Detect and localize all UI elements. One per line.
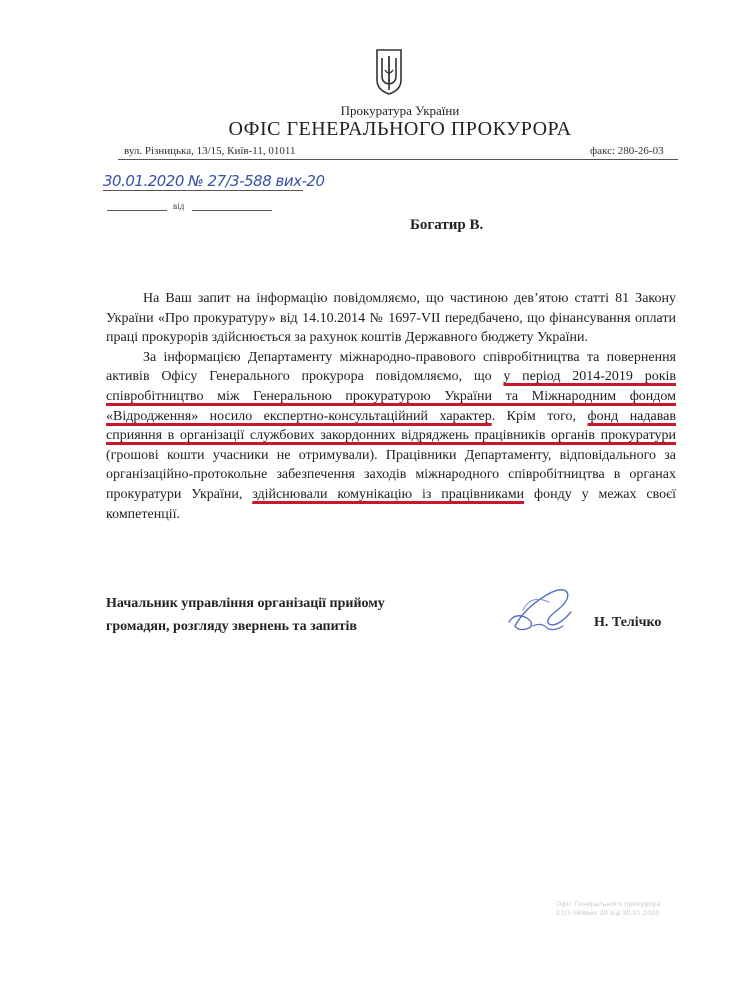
org-name-small: Прокуратура України bbox=[340, 103, 460, 118]
signatory-title bbox=[106, 592, 385, 638]
paragraph-1: На Ваш запит на інформацію повідомляємо, що частиною дев’ятою статті 81 Закону України «Про прокуратуру» від 14.10.2014 № 1697-VII передбачено, що фінансування оплати праці прокурорів здійснюється за рахунок коштів Державного бюджету України. bbox=[106, 291, 676, 346]
org-address: вул. Різницька, 13/15, Київ-11, 01011 bbox=[124, 145, 296, 157]
org-name-title: ОФІС ГЕНЕРАЛЬНОГО ПРОКУРОРА bbox=[228, 118, 572, 140]
stamp-line: Офіс Генерального прокурора bbox=[556, 900, 661, 908]
paragraph-2-text: фонду у межах своєї компетенції. bbox=[106, 486, 676, 522]
org-fax: факс: 280-26-03 bbox=[590, 145, 664, 157]
reference-date-blank bbox=[192, 210, 272, 211]
paragraph-2 bbox=[106, 348, 676, 524]
signatory-title-line: громадян, розгляду звернень та запитів bbox=[106, 619, 357, 634]
paragraph-2-text: (грошові кошти учасники не отримували). Працівники Департаменту, відповідального за організаційно-протокольне забезпечення заходів міжнародного співробітництва в органах прокуратури України, bbox=[106, 447, 676, 502]
tryzub-icon bbox=[374, 48, 404, 96]
outgoing-number-rule bbox=[103, 190, 303, 191]
letter-body bbox=[106, 289, 676, 524]
signatory-name: Н. Телічко bbox=[594, 615, 662, 630]
highlighted-text: здійснювали комунікацію із працівниками bbox=[252, 486, 525, 502]
highlighted-text: фонд надавав сприяння в організації службових закордонних відряджень працівників органів прокуратури bbox=[106, 408, 676, 444]
reference-date-label: від bbox=[173, 201, 185, 211]
outgoing-number-handwritten: 30.01.2020 № 27/3-588 вих-20 bbox=[103, 172, 325, 190]
paragraph-2-text: За інформацією Департаменту міжнародно-правового співробітництва та повернення активів Офісу Генерального прокурора повідомляємо, що bbox=[106, 349, 676, 385]
stamp-line: 27/3-588вих-20 від 30.01.2020 bbox=[556, 909, 660, 917]
registration-stamp bbox=[556, 900, 702, 938]
highlighted-text: у період 2014-2019 років співробітництво між Генеральною прокуратурою України та Міжнародним фондом «Відродження» носило експертно-консультаційний характер bbox=[106, 369, 676, 424]
signatory-title-line: Начальник управління організації прийому bbox=[106, 596, 385, 611]
reference-number-blank bbox=[107, 210, 167, 211]
handwritten-signature bbox=[505, 582, 585, 637]
paragraph-2-text: . Крім того, bbox=[491, 408, 588, 424]
addressee: Богатир В. bbox=[410, 217, 484, 233]
